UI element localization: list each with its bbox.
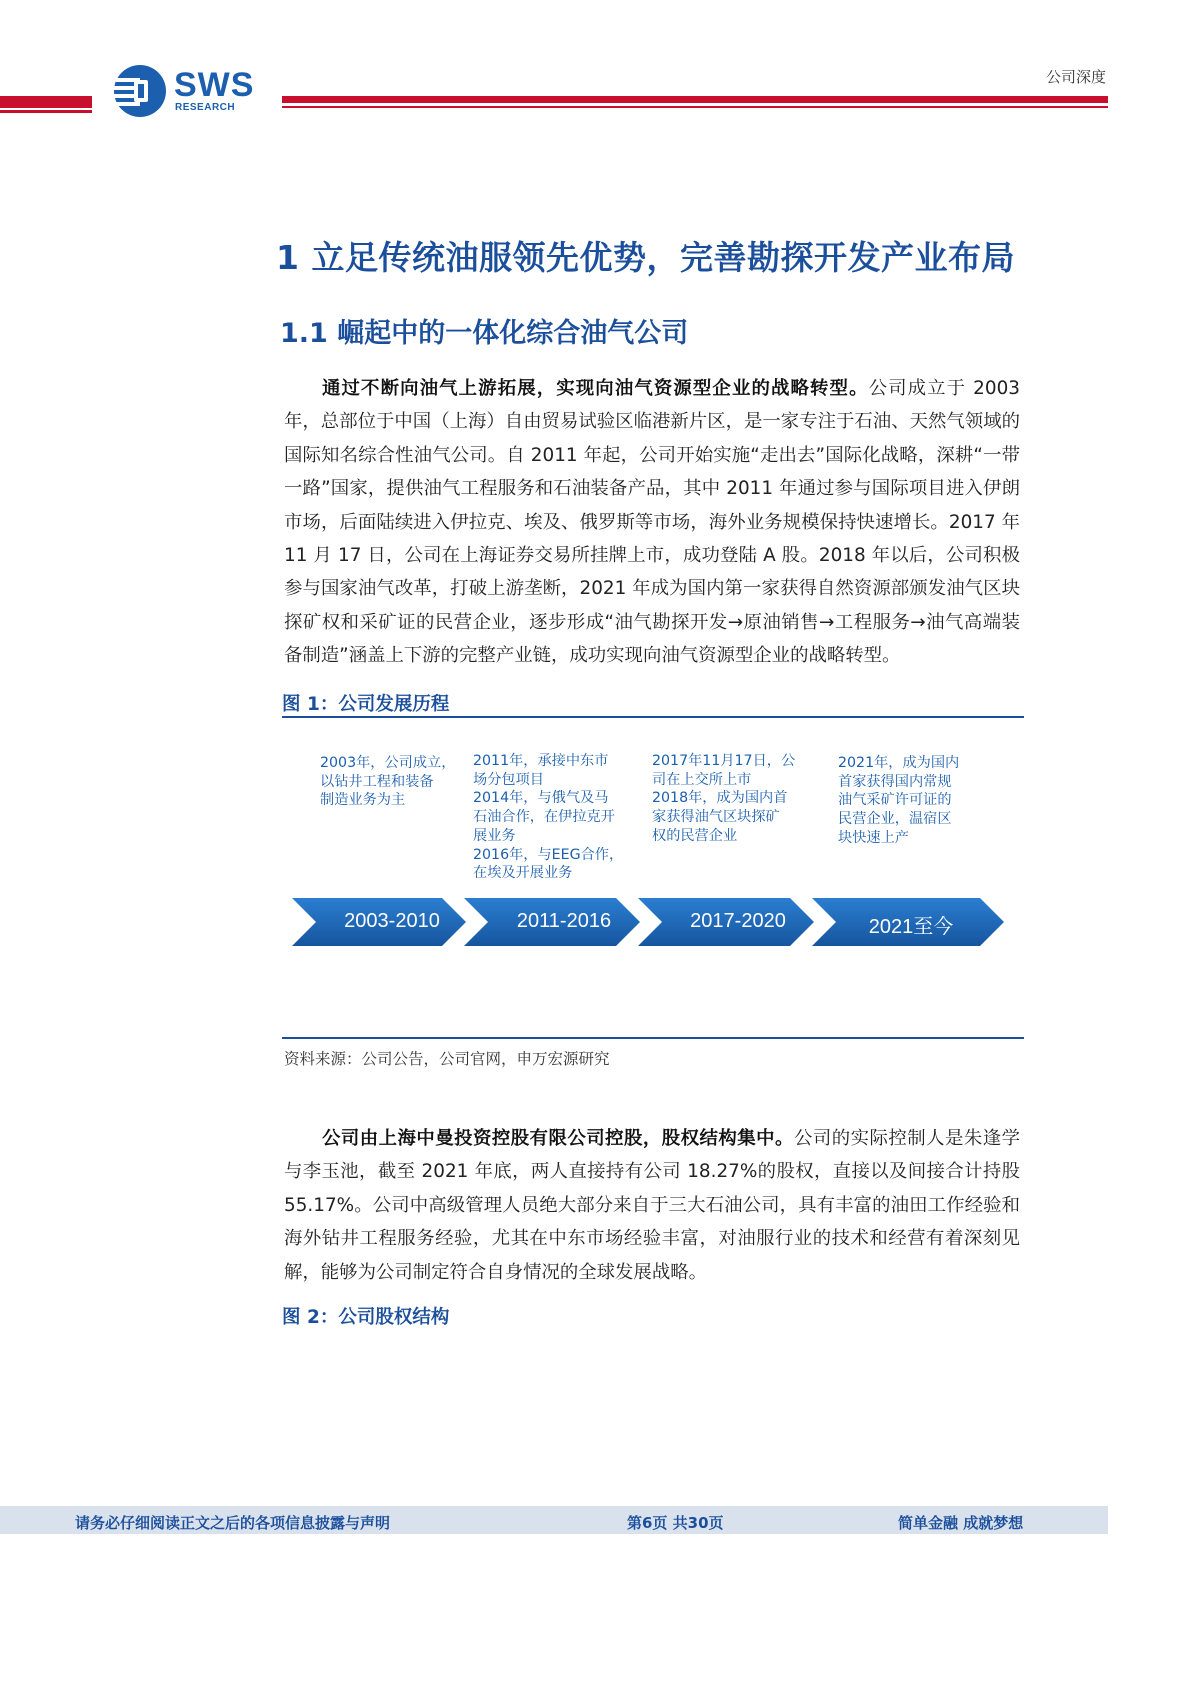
timeline-line: 以钻井工程和装备	[320, 773, 434, 790]
subsection-heading: 1.1 崛起中的一体化综合油气公司	[280, 318, 689, 349]
paragraph-lead: 通过不断向油气上游拓展，实现向油气资源型企业的战略转型。	[322, 378, 869, 399]
timeline-text-stage-4	[838, 754, 959, 848]
timeline-line: 块快速上产	[838, 829, 909, 846]
timeline-line: 制造业务为主	[320, 792, 406, 809]
paragraph-lead: 公司由上海中曼投资控股有限公司控股，股权结构集中。	[322, 1128, 794, 1149]
footer-slogan: 简单金融 成就梦想	[898, 1514, 1024, 1532]
timeline-line: 2021年，成为国内	[838, 755, 960, 771]
section-heading: 1 立足传统油服领先优势，完善勘探开发产业布局	[276, 238, 1015, 277]
timeline-text-stage-2	[473, 752, 623, 883]
timeline-line: 2018年，成为国内首	[652, 790, 788, 807]
timeline-line: 场分包项目	[473, 771, 544, 788]
header-red-bar-right-thin	[282, 106, 1108, 108]
timeline-period-4: 2021至今	[868, 916, 954, 938]
timeline-line: 2016年，与EEG合作，	[473, 846, 624, 863]
timeline-line: 家获得油气区块探矿	[652, 809, 780, 826]
paragraph-development	[284, 372, 1020, 673]
timeline-line: 司在上交所上市	[652, 771, 752, 788]
figure1-bottom-rule	[282, 1037, 1024, 1039]
figure2-title: 图 2：公司股权结构	[282, 1307, 450, 1328]
timeline-line: 民营企业，温宿区	[838, 811, 952, 828]
figure1-source: 资料来源：公司公告，公司官网，申万宏源研究	[284, 1050, 610, 1068]
timeline-line: 石油合作，在伊拉克开	[473, 809, 615, 826]
timeline-line: 2011年，承接中东市	[473, 753, 609, 769]
header-red-bar-right	[282, 96, 1108, 103]
footer-disclaimer: 请务必仔细阅读正文之后的各项信息披露与声明	[75, 1514, 391, 1532]
timeline-text-stage-3	[652, 752, 795, 846]
paragraph-body: 公司的实际控制人是朱逢学与李玉池，截至 2021 年底，两人直接持有公司 18.27%的股权，直接以及间接合计持股 55.17%。公司中高级管理人员绝大部分来自于三大石油公司，具有丰富的油田工作经验和海外钻井工程服务经验，尤其在中东市场经验丰富，对油服行业的技术和经营有着深刻见解，能够为公司制定符合自身情况的全球发展战略。	[284, 1128, 1020, 1283]
timeline-line: 2014年，与俄气及马	[473, 790, 609, 807]
paragraph-body: 公司成立于 2003 年，总部位于中国（上海）自由贸易试验区临港新片区，是一家专注于石油、天然气领域的国际知名综合性油气公司。自 2011 年起，公司开始实施“走出去”国际化战略，深耕“一带一路”国家，提供油气工程服务和石油装备产品，其中 2011 年通过参与国际项目进入伊朗市场，后面陆续进入伊拉克、埃及、俄罗斯等市场，海外业务规模保持快速增长。2017 年 11 月 17 日，公司在上海证券交易所挂牌上市，成功登陆 A 股。2018 年以后，公司积极参与国家油气改革，打破上游垄断，2021 年成为国内第一家获得自然资源部颁发油气区块探矿权和采矿证的民营企业，逐步形成“油气勘探开发→原油销售→工程服务→油气高端装备制造”涵盖上下游的完整产业链，成功实现向油气资源型企业的战略转型。	[284, 378, 1020, 667]
timeline-line: 2003年，公司成立，	[320, 755, 456, 771]
paragraph-ownership	[284, 1122, 1020, 1289]
sws-globe-icon	[112, 62, 170, 120]
timeline-period-3: 2017-2020	[690, 910, 786, 932]
header-red-bar-left-thin	[0, 110, 92, 113]
timeline-period-2: 2011-2016	[516, 910, 612, 932]
timeline-line: 权的民营企业	[652, 827, 738, 844]
timeline-line: 首家获得国内常规	[838, 773, 952, 790]
header-red-bar-left	[0, 96, 92, 108]
figure1-title: 图 1：公司发展历程	[282, 694, 450, 715]
timeline-text-stage-1	[320, 754, 455, 810]
timeline-line: 在埃及开展业务	[473, 865, 573, 882]
doc-type-label: 公司深度	[1045, 68, 1106, 86]
timeline-line: 展业务	[473, 827, 516, 844]
timeline-line: 2017年11月17日，公	[652, 753, 796, 769]
timeline-line: 油气采矿许可证的	[838, 792, 952, 809]
footer-page-number: 第6页 共30页	[627, 1514, 724, 1532]
timeline-period-1: 2003-2010	[344, 910, 440, 932]
figure1-top-rule	[282, 716, 1024, 718]
logo-subtitle: RESEARCH	[175, 102, 236, 113]
sws-logo	[112, 62, 272, 120]
logo-wordmark: SWS	[174, 66, 255, 104]
